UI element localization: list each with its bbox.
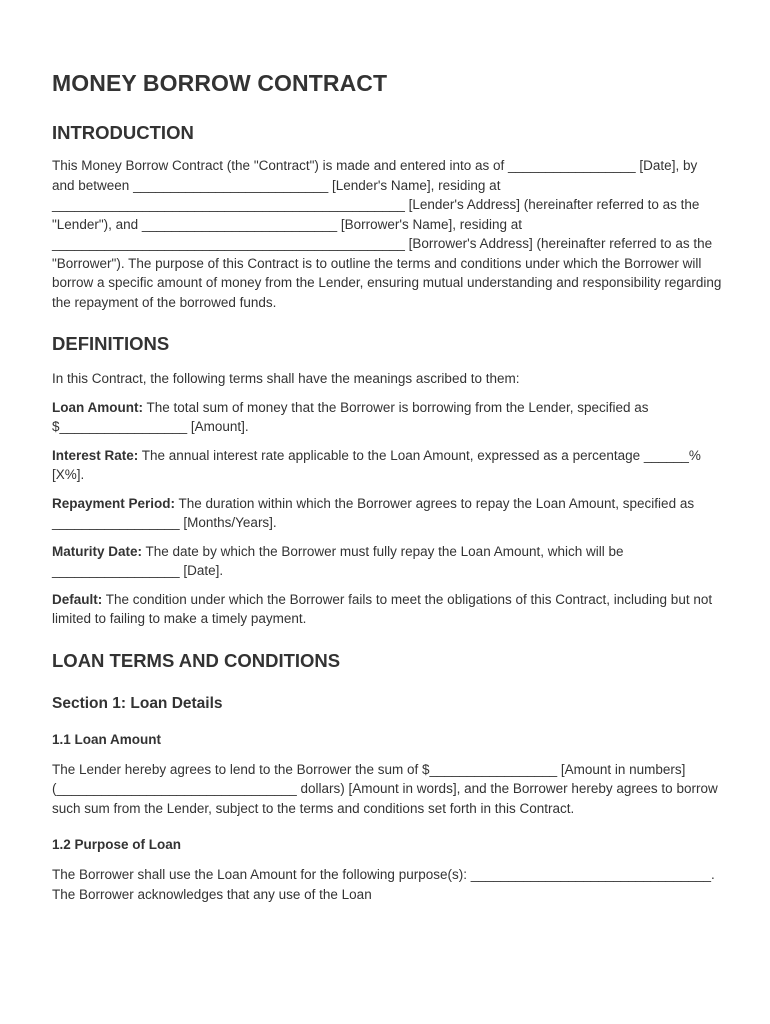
subsection-1-2-body: The Borrower shall use the Loan Amount for the following purpose(s): ________________________________. The Borrower acknowledges that any use of the Loan bbox=[52, 867, 715, 902]
subsection-1-1-heading: 1.1 Loan Amount bbox=[52, 731, 162, 747]
definition-text: The date by which the Borrower must fully repay the Loan Amount, which will be _________________ [Date]. bbox=[52, 543, 624, 578]
definition-text: The total sum of money that the Borrower is borrowing from the Lender, specified as $_________________ [Amount]. bbox=[52, 399, 649, 434]
definition-default bbox=[52, 590, 722, 629]
document-page bbox=[52, 70, 722, 904]
document-title: MONEY BORROW CONTRACT bbox=[52, 70, 388, 96]
definition-term: Maturity Date: bbox=[52, 543, 143, 559]
definition-loan-amount bbox=[52, 398, 722, 437]
definition-text: The annual interest rate applicable to the Loan Amount, expressed as a percentage ______% [X%]. bbox=[52, 447, 701, 482]
subsection-1-1-body: The Lender hereby agrees to lend to the Borrower the sum of $_________________ [Amount in numbers] (________________________________ dollars) [Amount in words], and the Borrower hereby agrees to borrow such sum from the Lender, subject to the terms and conditions set forth in this Contract. bbox=[52, 761, 718, 816]
definition-text: The duration within which the Borrower agrees to repay the Loan Amount, specified as _________________ [Months/Years]. bbox=[52, 495, 695, 530]
section-1-heading: Section 1: Loan Details bbox=[52, 694, 223, 712]
definition-interest-rate bbox=[52, 446, 722, 485]
definition-repayment-period bbox=[52, 494, 722, 533]
definitions-intro: In this Contract, the following terms shall have the meanings ascribed to them: bbox=[52, 371, 520, 386]
definition-term: Repayment Period: bbox=[52, 495, 176, 511]
subsection-1-2-heading: 1.2 Purpose of Loan bbox=[52, 837, 182, 852]
introduction-heading: INTRODUCTION bbox=[52, 122, 194, 143]
definition-term: Loan Amount: bbox=[52, 399, 143, 415]
loan-terms-heading: LOAN TERMS AND CONDITIONS bbox=[52, 649, 341, 671]
definitions-heading: DEFINITIONS bbox=[52, 333, 170, 354]
introduction-body: This Money Borrow Contract (the "Contract") is made and entered into as of _________________ [Date], by and between __________________________ [Lender's Name], residing at _______________________________________________ [Lender's Address] (hereinafter referred to as the "Lender"), and __________________________ [Borrower's Name], residing at _______________________________________________ [Borrower's Address] (hereinafter referred to as the "Borrower"). The purpose of this Contract is to outline the terms and conditions under which the Borrower will borrow a specific amount of money from the Lender, ensuring mutual understanding and responsibility regarding the repayment of the borrowed funds. bbox=[52, 158, 722, 310]
definition-text: The condition under which the Borrower fails to meet the obligations of this Contract, including but not limited to failing to make a timely payment. bbox=[52, 591, 713, 626]
definition-maturity-date bbox=[52, 542, 722, 581]
definition-term: Default: bbox=[52, 591, 103, 607]
definition-term: Interest Rate: bbox=[52, 447, 139, 463]
